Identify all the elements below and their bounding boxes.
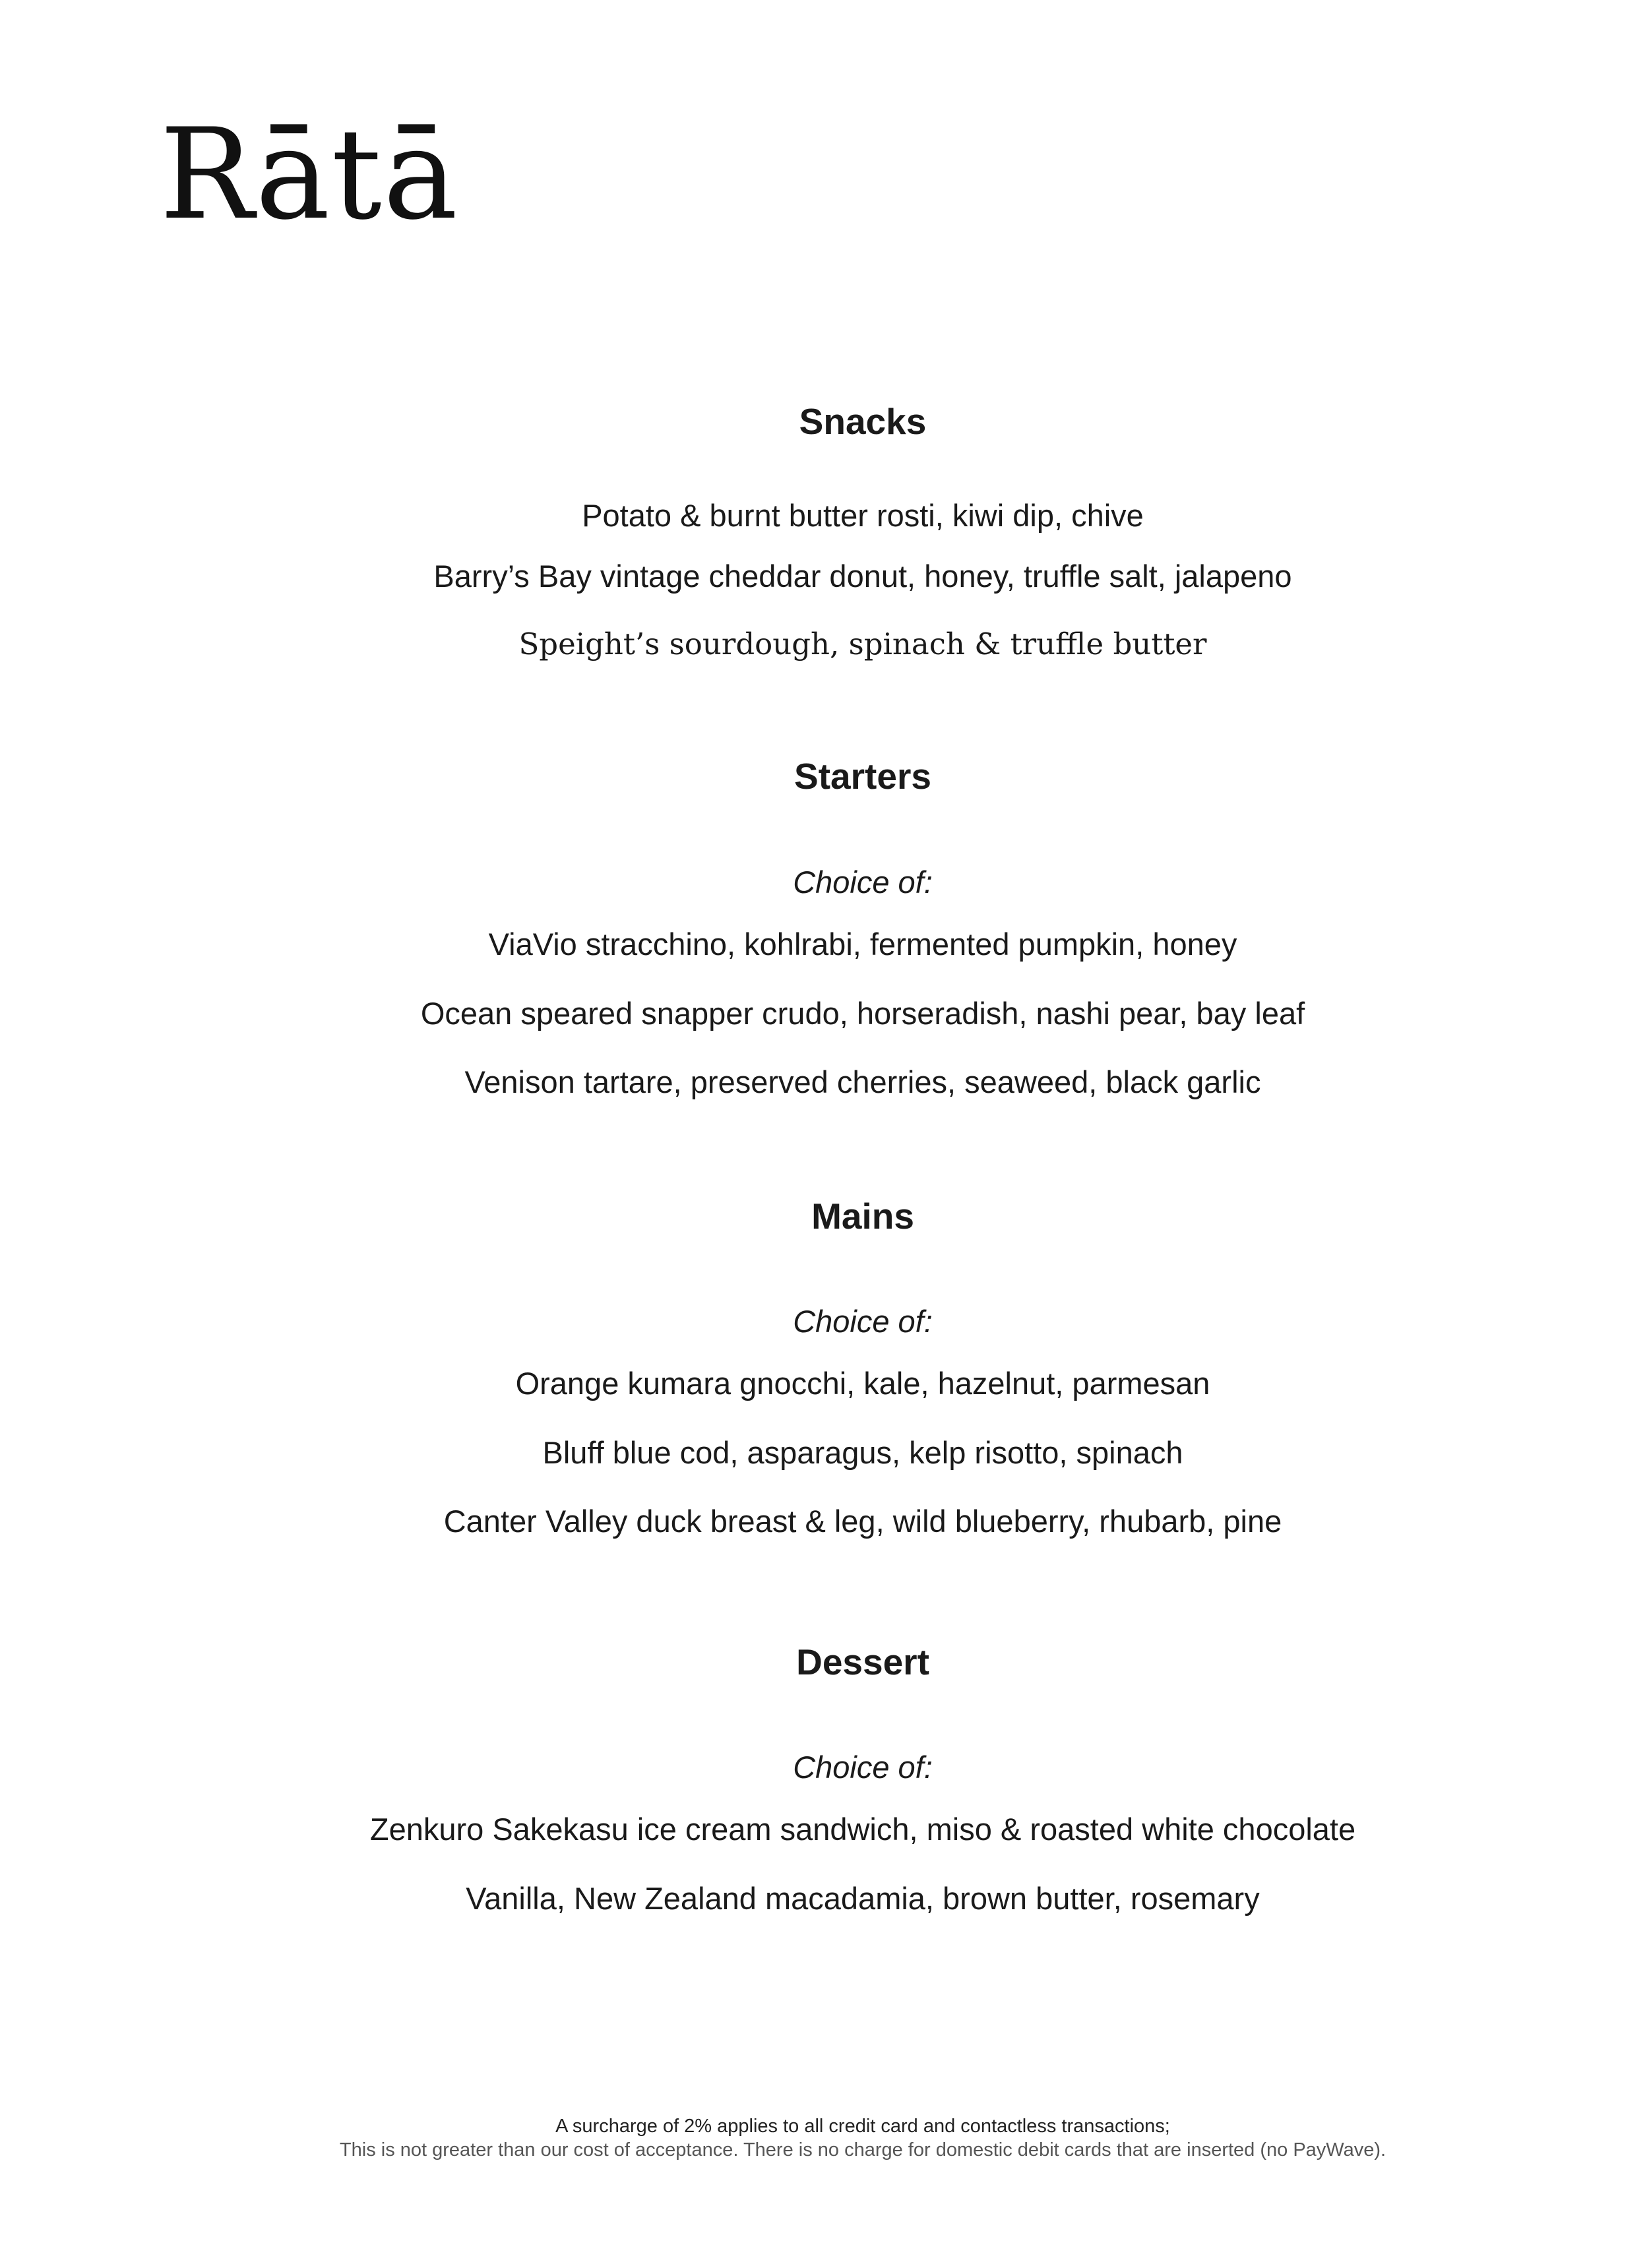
menu-item: Ocean speared snapper crudo, horseradish, nashi pear, bay leaf xyxy=(420,996,1305,1031)
choice-label: Choice of: xyxy=(793,1304,933,1339)
section-title-starters: Starters xyxy=(794,756,931,797)
section-title-dessert: Dessert xyxy=(796,1641,929,1682)
menu-item: Orange kumara gnocchi, kale, hazelnut, parmesan xyxy=(515,1366,1210,1401)
surcharge-details: This is not greater than our cost of acceptance. There is no charge for domestic debit cards that are inserted (no PayWave). xyxy=(339,2139,1386,2161)
menu-item: Canter Valley duck breast & leg, wild blueberry, rhubarb, pine xyxy=(443,1504,1282,1539)
menu-item: ViaVio stracchino, kohlrabi, fermented pumpkin, honey xyxy=(488,927,1237,962)
section-title-mains: Mains xyxy=(811,1196,914,1237)
menu-item: Vanilla, New Zealand macadamia, brown butter, rosemary xyxy=(466,1881,1260,1916)
menu-item: Barry’s Bay vintage cheddar donut, honey, truffle salt, jalapeno xyxy=(433,559,1292,594)
menu-item: Speight’s sourdough, spinach & truffle butter xyxy=(518,627,1207,661)
menu-item: Venison tartare, preserved cherries, seaweed, black garlic xyxy=(464,1064,1261,1099)
section-title-snacks: Snacks xyxy=(799,401,927,442)
choice-label: Choice of: xyxy=(793,1750,933,1785)
restaurant-logo: Rātā xyxy=(160,102,459,247)
menu-item: Zenkuro Sakekasu ice cream sandwich, miso & roasted white chocolate xyxy=(369,1812,1356,1847)
surcharge-notice: A surcharge of 2% applies to all credit card and contactless transactions; xyxy=(555,2116,1170,2137)
choice-label: Choice of: xyxy=(793,865,933,900)
menu-item: Bluff blue cod, asparagus, kelp risotto, spinach xyxy=(542,1435,1183,1470)
menu-item: Potato & burnt butter rosti, kiwi dip, chive xyxy=(582,498,1144,533)
